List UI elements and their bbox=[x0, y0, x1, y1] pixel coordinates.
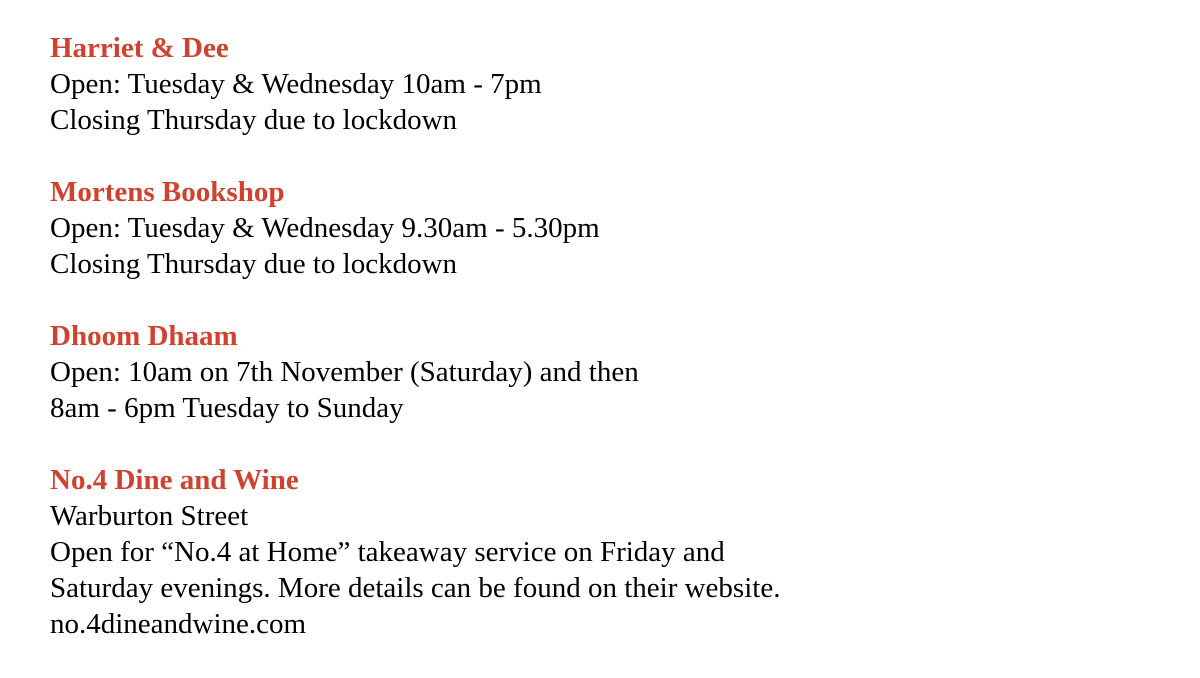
listing-mortens-bookshop bbox=[50, 174, 1170, 282]
listing-name: Harriet & Dee bbox=[50, 32, 229, 64]
listing-hours: Open: Tuesday & Wednesday 10am - 7pm bbox=[50, 68, 542, 100]
listing-description: Open for “No.4 at Home” takeaway service on Friday and bbox=[50, 536, 725, 568]
listing-website: no.4dineandwine.com bbox=[50, 608, 307, 640]
listing-hours: Open: 10am on 7th November (Saturday) and then bbox=[50, 356, 639, 388]
listing-note: Closing Thursday due to lockdown bbox=[50, 104, 458, 136]
business-listings bbox=[50, 30, 1170, 642]
listing-address: Warburton Street bbox=[50, 500, 249, 532]
listing-hours-continued: 8am - 6pm Tuesday to Sunday bbox=[50, 392, 404, 424]
listing-no4-dine-and-wine bbox=[50, 462, 1170, 642]
listing-name: Dhoom Dhaam bbox=[50, 320, 238, 352]
listing-description-continued: Saturday evenings. More details can be found on their website. bbox=[50, 572, 781, 604]
listing-name: Mortens Bookshop bbox=[50, 176, 285, 208]
listing-note: Closing Thursday due to lockdown bbox=[50, 248, 458, 280]
listing-name: No.4 Dine and Wine bbox=[50, 464, 299, 496]
listing-dhoom-dhaam bbox=[50, 318, 1170, 426]
listing-harriet-and-dee bbox=[50, 30, 1170, 138]
listing-hours: Open: Tuesday & Wednesday 9.30am - 5.30pm bbox=[50, 212, 600, 244]
